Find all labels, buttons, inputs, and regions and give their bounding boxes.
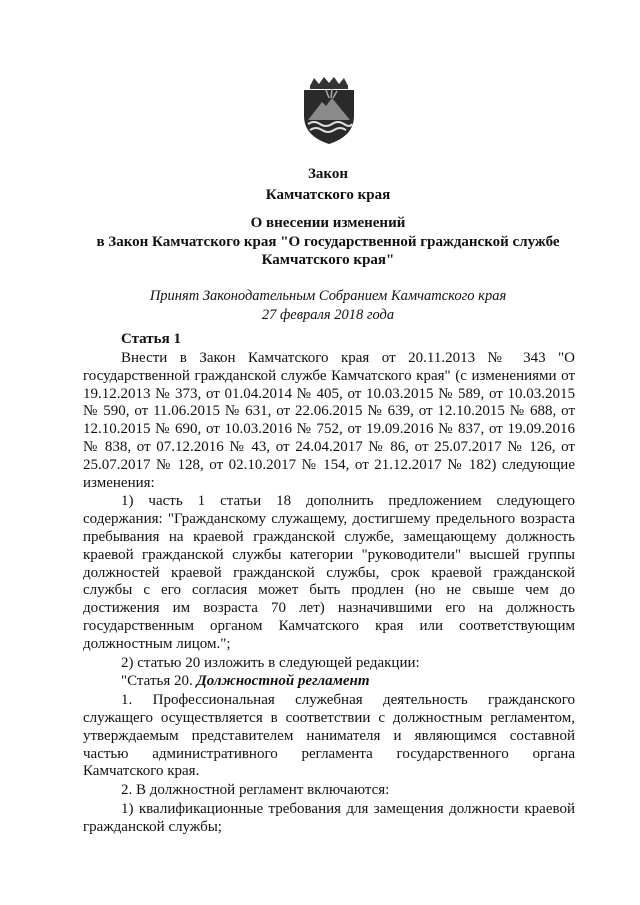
law-subtitle-line: в Закон Камчатского края "О государственной гражданской службе (96, 233, 560, 250)
law-title-line: Закон (307, 166, 348, 182)
adoption-date: 27 февраля 2018 года (261, 307, 395, 323)
new-article-heading (83, 673, 575, 691)
law-subtitle (60, 214, 596, 270)
new-article-title: Должностной регламент (196, 673, 370, 690)
law-title-line: Камчатского края (265, 187, 391, 203)
new-article-paragraph-2-item-1: 1) квалификационные требования для замещения должности краевой гражданской службы; (83, 800, 575, 835)
new-article-paragraph-1: 1. Профессиональная служебная деятельность гражданского служащего осуществляется в соответствии с должностным регламентом, утверждаемым представителем нанимателя и являющимся составной частью административного регламента государственного органа Камчатского края. (83, 692, 575, 780)
law-title (60, 164, 596, 206)
adoption-body: Принят Законодательным Собранием Камчатского края (149, 288, 507, 304)
article-body (83, 350, 575, 837)
new-article-prefix: "Статья 20. (121, 673, 197, 690)
law-subtitle-line: О внесении изменений (250, 215, 406, 231)
article-intro-paragraph: Внести в Закон Камчатского края от 20.11.2013 № 343 "О государственной гражданской службе Камчатского края" (с изменениями от 19.12.2013 № 373, от 01.04.2014 № 405, от 10.03.2015 № 589, от 10.03.2015 № 590, от 11.06.2015 № 631, от 22.06.2015 № 639, от 12.10.2015 № 688, от 12.10.2015 № 690, от 10.03.2016 № 752, от 19.09.2016 № 837, от 19.09.2016 № 838, от 07.12.2016 № 43, от 24.04.2017 № 86, от 25.07.2017 № 126, от 25.07.2017 № 128, от 02.10.2017 № 154, от 21.12.2017 № 182) следующие изменения: (83, 350, 575, 491)
article-heading: Статья 1 (121, 331, 181, 347)
adoption-note (60, 287, 596, 325)
amendment-item-2: 2) статью 20 изложить в следующей редакции: (121, 654, 420, 671)
kamchatka-coat-of-arms-icon (296, 76, 362, 146)
new-article-paragraph-2: 2. В должностной регламент включаются: (121, 782, 390, 799)
amendment-item-1: 1) часть 1 статьи 18 дополнить предложением следующего содержания: "Гражданскому служащему, достигшему предельного возраста пребывания на краевой гражданской службе, замещающему должность краевой гражданской службы категории "руководители" высшей группы должностей краевой гражданской службы, срок краевой гражданской службы с его согласия может быть продлен (но не свыше чем до достижения им возраста 70 лет) назначившими его на должность государственным органом Камчатского края или соответствующим должностным лицом."; (83, 493, 575, 652)
law-subtitle-line: Камчатского края" (261, 252, 395, 268)
